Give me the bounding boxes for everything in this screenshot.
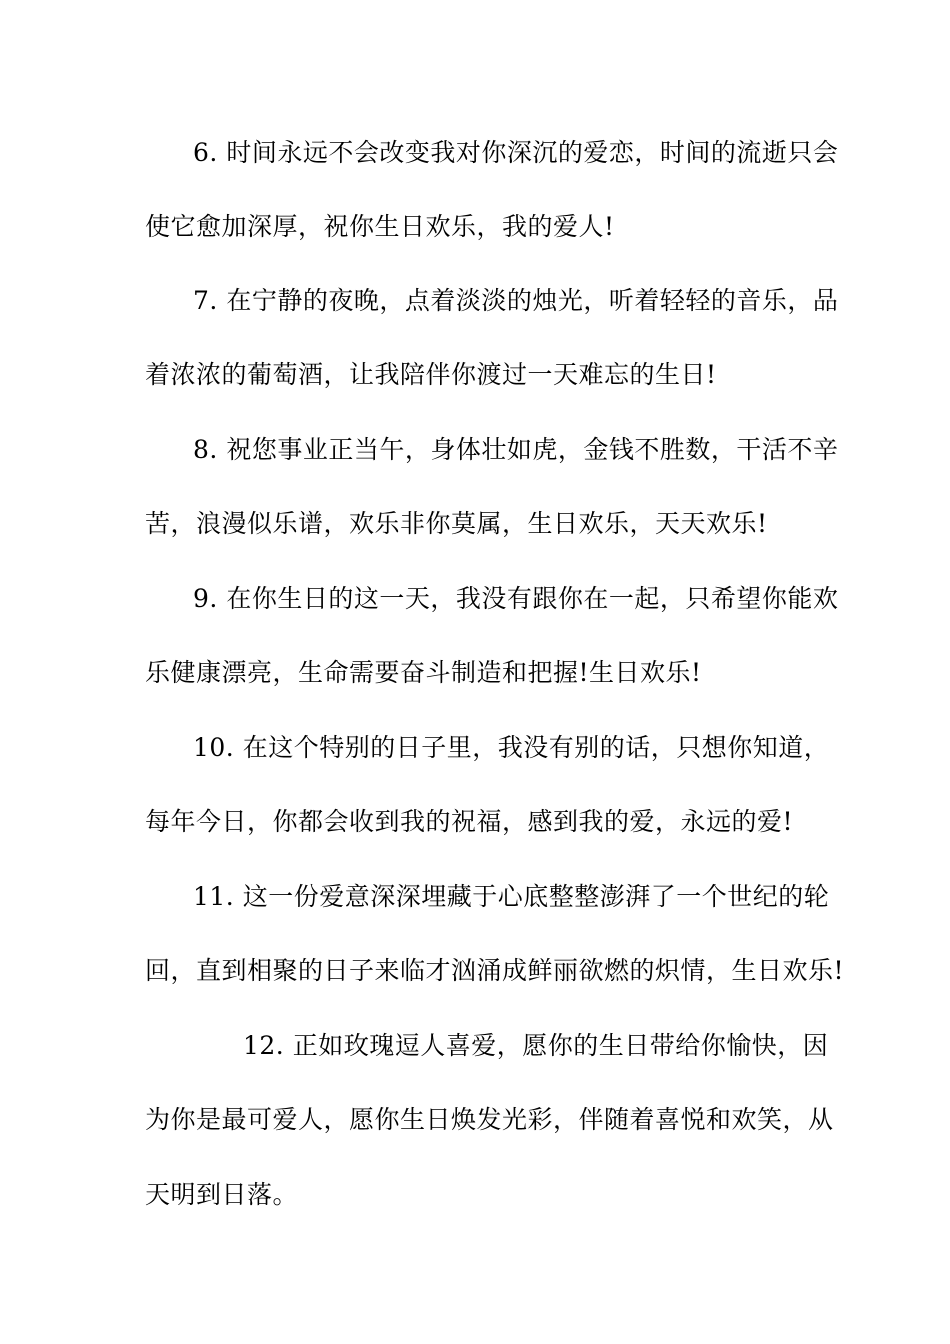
paragraph-12-line-2: 为你是最可爱人，愿你生日焕发光彩，伴随着喜悦和欢笑，从 (145, 1105, 834, 1134)
paragraph-8-line-2: 苦，浪漫似乐谱，欢乐非你莫属，生日欢乐，天天欢乐! (145, 509, 768, 538)
paragraph-7-number: 7. (193, 286, 218, 315)
paragraph-9-number: 9. (193, 584, 218, 613)
paragraph-11-text-1: 这一份爱意深深埋藏于心底整整澎湃了一个世纪的轮 (242, 882, 830, 911)
paragraph-6-line-2: 使它愈加深厚，祝你生日欢乐，我的爱人! (145, 212, 615, 241)
paragraph-6-line-1 (193, 138, 838, 168)
paragraph-10-number: 10. (193, 733, 235, 762)
paragraph-7-line-2: 着浓浓的葡萄酒，让我陪伴你渡过一天难忘的生日! (145, 360, 717, 389)
paragraph-12-number: 12. (243, 1031, 285, 1060)
paragraph-7-text-1: 在宁静的夜晚，点着淡淡的烛光，听着轻轻的音乐，品 (226, 286, 839, 315)
paragraph-11-line-2: 回，直到相聚的日子来临才汹涌成鲜丽欲燃的炽情，生日欢乐! (145, 956, 845, 985)
paragraph-9-line-2: 乐健康漂亮，生命需要奋斗制造和把握!生日欢乐! (145, 658, 702, 687)
paragraph-7-line-1 (193, 286, 838, 316)
paragraph-10-line-1 (193, 733, 829, 763)
paragraph-8-line-1 (193, 435, 838, 465)
paragraph-8-text-1: 祝您事业正当午，身体壮如虎，金钱不胜数，干活不辛 (226, 435, 839, 464)
paragraph-12-line-1 (243, 1031, 828, 1061)
paragraph-9-text-1: 在你生日的这一天，我没有跟你在一起，只希望你能欢 (226, 584, 839, 613)
paragraph-9-line-1 (193, 584, 838, 614)
paragraph-8-number: 8. (193, 435, 218, 464)
paragraph-11-line-1 (193, 882, 829, 912)
paragraph-10-text-1: 在这个特别的日子里，我没有别的话，只想你知道， (242, 733, 830, 762)
paragraph-6-number: 6. (193, 138, 218, 167)
paragraph-10-line-2: 每年今日，你都会收到我的祝福，感到我的爱，永远的爱! (145, 807, 794, 836)
paragraph-6-text-1: 时间永远不会改变我对你深沉的爱恋，时间的流逝只会 (226, 138, 839, 167)
paragraph-11-number: 11. (193, 882, 235, 911)
paragraph-12-text-1: 正如玫瑰逗人喜爱，愿你的生日带给你愉快，因 (292, 1031, 829, 1060)
paragraph-12-line-3: 天明到日落。 (145, 1180, 299, 1209)
